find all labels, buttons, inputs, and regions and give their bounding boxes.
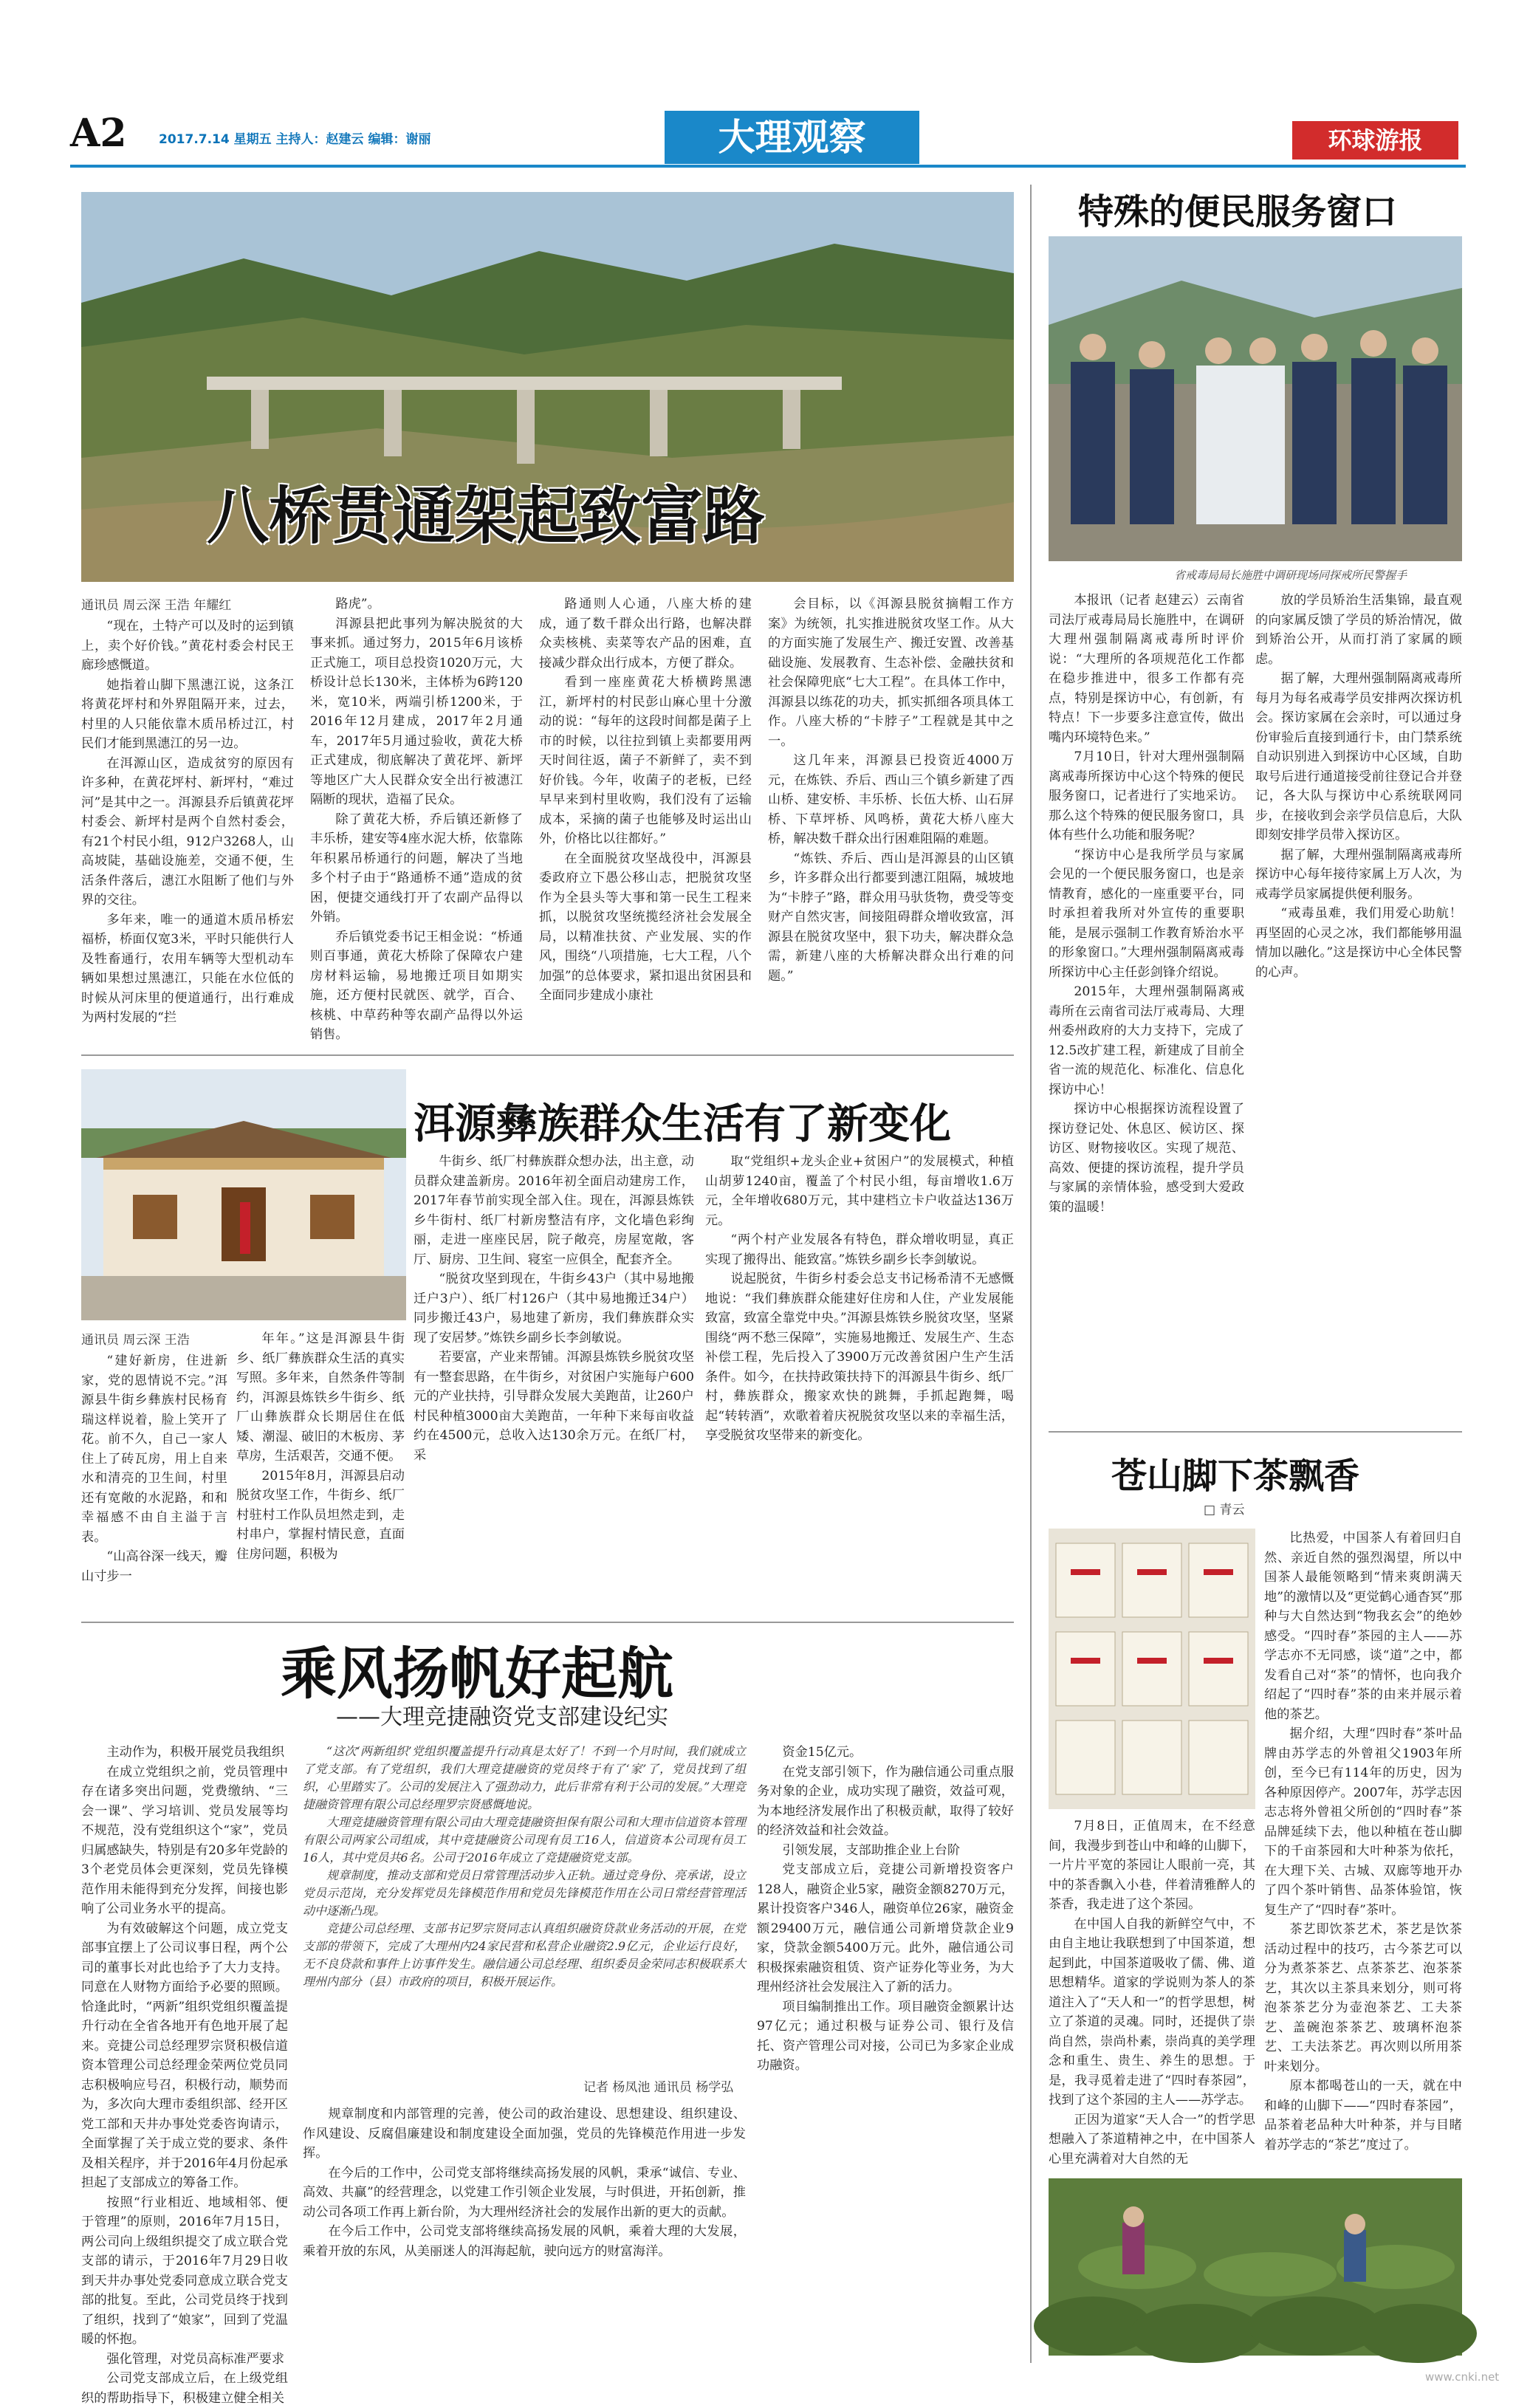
house-photo — [81, 1069, 406, 1320]
dateline: 2017.7.14 星期五 主持人：赵建云 编辑：谢丽 — [159, 132, 431, 147]
article3-col-1: 主动作为，积极开展党员我组织 在成立党组织之前，党员管理中存在诸多突出问题，党费缴纳、“三会一课”、学习培训、党员发展等均不规范，没有党组织这个“家”，党员归属感缺失，特别是有20多年党龄的3个老党员体会更深刻，党员先锋模范作用未能得到充分发挥，间接也影响了公司业务水平的提高。 为有效破解这个问题，成立党支部事宜摆上了公司议事日程，两个公司的董事长对此也给予了大力支持。同意在人财物方面给予必要的照顾。恰逢此时，“两新”组织党组织覆盖提升行动在全省各地开有色地开展了起来。竞捷公司总经理罗宗贤积极信道资本管理公司总经理金荣两位党员同志积极响应号召，积极行动，顺势而为，多次向大理市委组织部、经开区党工部和天井办事处党委咨询请示，全面掌握了关于成立党的要求、条件及相关程序，并于2016年4月份起承担起了支部成立的筹备工作。 按照“行业相近、地域相邻、便于管理”的原则，2016年7月15日，两公司向上级组织提交了成立联合党支部的请示，于2016年7月29日收到天井办事处党委同意成立联合党支部的批复。至此，公司党员终于找到了组织，找到了“娘家”，回到了党温暖的怀抱。 强化管理，对党员高标准严要求 公司党支部成立后，在上级党组织的帮助指导下，积极建立健全相关 — [81, 1745, 288, 2406]
article3-col-3: 资金15亿元。 在党支部引领下，作为融信通公司重点服务对象的企业，成功实现了融资，效益可观，为本地经济发展作出了积极贡献，取得了较好的经济效益和社会效益。 引领发展，支部助推企业上台阶 党支部成立后，竞捷公司新增投资客户128人，融资企业5家，融资金额8270万元，累计投资客户346人，融资单位26家，融资金额29400万元，融信通公司新增贷款企业9家，贷款金额5400万元。此外，融信通公司积极探索融资租赁、资产证券化等业务，为大理州经济社会发展注入了新的活力。 项目编制推出工作。项目融资金额累计达97亿元；通过积极与证券公司、银行及信托、资产管理公司对接，公司已为多家企业成功融资。 — [757, 1745, 1014, 2073]
article2-headline: 洱源彝族群众生活有了新变化 — [414, 1100, 951, 1148]
article2-col-3: 牛街乡、纸厂村彝族群众想办法，出主意，动员群众建盖新房。2016年初全面启动建房工作，2017年春节前实现全部入住。现在，洱源县炼铁乡牛街村、纸厂村新房整洁有序，文化墙色彩绚丽，走进一座座民居，院子敞亮，房屋宽敞，客厅、厨房、卫生间、寝室一应俱全，配套齐全。 “脱贫攻坚到现在，牛街乡43户（其中易地搬迁户3户）、纸厂村126户（其中易地搬迁34户）同步搬迁43户，易地建了新房，我们彝族群众实现了安居梦。”炼铁乡副乡长李剑敏说。 若要富，产业来帮铺。洱源县炼铁乡脱贫攻坚有一整套思路，在牛街乡，对贫困户实施每户600元的产业扶持，引导群众发展大美跑苗，让260户村民种植3000亩大美跑苗，一年种下来每亩收益约在4500元，总收入达130余万元。在纸厂村，采 — [414, 1154, 694, 1463]
article1-byline: 通讯员 周云深 王浩 年耀红 — [81, 598, 232, 613]
article2-col-2: 年年。”这是洱源县牛街乡、纸厂彝族群众生活的真实写照。多年来，自然条件等制约，洱源县炼铁乡牛街乡、纸厂山彝族群众长期居住在低矮、潮湿、破旧的木板房、茅草房，生活艰苦，交通不便。 2015年8月，洱源县启动脱贫攻坚工作，牛街乡、纸厂村驻村工作队员坦然走到，走村串户，掌握村情民意，直面住房问题，积极为 — [236, 1331, 405, 1562]
column-divider — [1030, 185, 1032, 2363]
article5-byline: □ 青云 — [1204, 1503, 1245, 1517]
article4-col-1: 本报讯（记者 赵建云）云南省司法厅戒毒局局长施胜中，在调研大理州强制隔离戒毒所时评价说：“大理所的各项规范化工作都在稳步推进中，很多工作都有亮点，特别是探访中心，有创新，有特点！下一步要多注意宣传，做出嘴内环境特色来。” 7月10日，针对大理州强制隔离戒毒所探访中心这个特殊的便民服务窗口，记者进行了实地采访。那么这个特殊的便民服务窗口，具体有些什么功能和服务呢？ “探访中心是我所学员与家属会见的一个便民服务窗口，也是亲情教育，感化的一座重要平台，同时承担着我所对外宣传的重要职能，是展示强制工作教育矫治水平的形象窗口。”大理州强制隔离戒毒所探访中心主任彭剑锋介绍说。 2015年，大理州强制隔离戒毒所在云南省司法厅戒毒局、大理州委州政府的大力支持下，完成了12.5改扩建工程，新建成了目前全省一流的规范化、标准化、信息化探访中心！ 探访中心根据探访流程设置了探访登记处、休息区、候访区、探访区、财物接收区。实现了规范、高效、便捷的探访流程，提升学员与家属的亲情体验，感受到大爱政策的温暖！ — [1049, 593, 1244, 1215]
article1-col-1: “现在，土特产可以及时的运到镇上，卖个好价钱。”黄花村委会村民王廊珍感慨道。 她指着山脚下黑潓江说，这条江将黄花坪村和外界阻隔开来，过去，村里的人只能依靠木质吊桥过江，村民们才能到黑潓江的另一边。 在洱源山区，造成贫穷的原因有许多种，在黄花坪村、新坪村，“难过河”是其中之一。洱源县乔后镇黄花坪村委会、新坪村是两个自然村委会，有21个村民小组，912户3268人，山高坡陡，基础设施差，交通不便，生活条件落后，潓江水阻断了他们与外界的交往。 多年来，唯一的通道木质吊桥宏福桥，桥面仅宽3米，平时只能供行人及牲畜通行，农用车辆等大型机动车辆如果想过黑潓江，只能在水位低的时候从河床里的便道通行，出行难成为两村发展的“拦 — [81, 619, 294, 1025]
article1-col-2: 路虎”。 洱源县把此事列为解决脱贫的大事来抓。通过努力，2015年6月该桥正式施工，项目总投资1020万元，大桥设计总长130米，主体桥为6跨120米，宽10米，两端引桥1200米，于2016年12月建成，2017年2月通车，2017年5月通过验收，黄花大桥正式建成，彻底解决了黄花坪、新坪等地区广大人民群众安全出行被潓江隔断的现状，造福了民众。 除了黄花大桥，乔后镇还新修了丰乐桥，建安等4座水泥大桥，依靠陈年积累吊桥通行的问题，解决了当地多个村子由于“路通桥不通”造成的贫困，便捷交通线打开了农副产品得以外销。 乔后镇党委书记王相金说：“桥通则百事通，黄花大桥除了保障农户建房材料运输，易地搬迁项目如期实施，还方便村民就医、就学，百合、核桃、中草药种等农副产品得以外运销售。 — [310, 597, 523, 1042]
article2-col-1: “建好新房，住进新家，党的恩情说不完。”洱源县牛街乡彝族村民杨育瑞这样说着，脸上笑开了花。前不久，自己一家人住上了砖瓦房，用上自来水和清亮的卫生间，村里还有宽敞的水泥路，和和幸福感不由自主溢于言表。 “山高谷深一线天，瓣山寸步一 — [81, 1354, 227, 1584]
article4-headline: 特殊的便民服务窗口 — [1078, 191, 1398, 233]
article3-subhead: ——大理竞捷融资党支部建设纪实 — [336, 1704, 668, 1730]
article3-col-2: “这次‘两新组织’党组织覆盖提升行动真是太好了！不到一个月时间，我们就成立了党支部。有了党组织，我们大理竞捷融资的党员终于有了‘家’了，党员找到了组织，心里踏实了。公司的发展注入了强劲动力，此后非常有利于公司的发展。”大理竞捷融资管理有限公司总经理罗宗贤感慨地说。 大理竞捷融资管理有限公司由大理竞捷融资担保有限公司和大理市信道资本管理有限公司两家公司组成，其中竞捷融资公司现有员工16人，信道资本公司现有员工16人，其中党员共6名。公司于2016年成立了竞捷融资党支部。 规章制度，推动支部和党员日常管理活动步入正轨。通过竞身份、亮承诺，设立党员示范岗，充分发挥党员先锋模范作用和党员先锋模范作用在公司日常经营管理活动中逐渐凸现。 竞捷公司总经理、支部书记罗宗贤同志认真组织融资贷款业务活动的开展，在党支部的带领下，完成了大理州内24家民营和私营企业融资2.9亿元，企业运行良好，无不良贷款和事件上访事件发生。融信通公司总经理、组织委员金荣同志积极联系大理州内部分（县）市政府的项目，积极开展运作。 — [303, 1744, 746, 1989]
article2-col-4: 取“党组织+龙头企业+贫困户”的发展模式，种植山胡萝1240亩，覆盖了个村民小组，每亩增收1.6万元，全年增收680万元，其中建档立卡户收益达136万元。 “两个村产业发展各有特色，群众增收明显，真正实现了搬得出、能致富。”炼铁乡副乡长李剑敏说。 说起脱贫，牛街乡村委会总支书记杨希清不无感慨地说：“我们彝族群众能建好住房和人住，产业发展能致富，致富全靠党中央。”洱源县炼铁乡脱贫攻坚，坚紧围绕“两不愁三保障”，实施易地搬迁、发展生产、生态补偿工程，先后投入了3900万元改善贫困户生产生活条件。如今，在扶持政策扶持下的洱源县牛街乡、纸厂村，彝族群众，搬家欢快的跳舞，手抓起跑舞，喝起“转转酒”，欢歌着着庆祝脱贫攻坚以来的幸福生活，享受脱贫攻坚带来的新变化。 — [705, 1154, 1014, 1443]
watermark: www.cnki.net — [1425, 2370, 1500, 2384]
page-number: A2 — [70, 111, 127, 156]
police-photo — [1049, 236, 1462, 561]
article1-col-4: 会目标，以《洱源县脱贫摘帽工作方案》为统领，扎实推进脱贫攻坚工作。从大的方面实施了发展生产、搬迁安置、改善基础设施、发展教育、生态补偿、金融扶贫和社会保障兜底“七大工程”。在具体工作中，洱源县以练花的功夫，抓实抓细各项具体工作。八座大桥的“卡脖子”工程就是其中之一。 这几年来，洱源县已投资近4000万元，在炼铁、乔后、西山三个镇乡新建了西山桥、建安桥、丰乐桥、长伍大桥、山石屏桥、下草坪桥、风鸣桥，黄花大桥八座大桥，解决数千群众出行困难阻隔的难题。 “炼铁、乔后、西山是洱源县的山区镇乡，许多群众出行都要到潓江阻隔，城坡地为“卡脖子”路，群众用马驮货物，费受等变财产自然灾害，间接阻碍群众增收致富，洱源县在脱贫攻坚中，狠下功夫，解决群众急需，新建八座的大桥解决群众出行难的问题。” — [768, 597, 1014, 984]
tea-garden-photo — [1049, 2178, 1462, 2356]
article4-col-2: 放的学员矫治生活集锦，最直观的向家属反馈了学员的矫治情况，做到矫治公开，从而打消了家属的顾虑。 据了解，大理州强制隔离戒毒所每月为每名戒毒学员安排两次探访机会。探访家属在会亲时，可以通过身份审验后直接到通行卡，由门禁系统自动识别进入到探访中心区域，自助取号后进行通道接受前往登记合并登记，各大队与探访中心系统联网同步，在接收到会亲学员信息后，大队即刻安排学员带入探访区。 据了解，大理州强制隔离戒毒所探访中心每年接待家属上万人次，为戒毒学员家属提供便利服务。 “戒毒虽难，我们用爱心助航！再坚固的心灵之冰，我们都能够用温情加以融化。”这是探访中心全体民警的心声。 — [1255, 593, 1462, 980]
divider — [81, 1054, 1014, 1056]
article5-headline: 苍山脚下茶飘香 — [1111, 1455, 1360, 1497]
paper-name: 环球游报 — [1292, 121, 1458, 159]
article3-byline: 记者 杨凤池 通讯员 杨学弘 — [583, 2080, 734, 2095]
tea-package-photo — [1049, 1529, 1255, 1809]
article1-headline: 八桥贯通架起致富路 — [207, 480, 766, 552]
article3-col-4: 规章制度和内部管理的完善，使公司的政治建设、思想建设、组织建设、作风建设、反腐倡廉建设和制度建设全面加强，党员的先锋模范作用进一步发挥。 在今后的工作中，公司党支部将继续高扬发展的风帆，秉承“诚信、专业、高效、共赢”的经营理念，以党建工作引领企业发展，与时俱进，开拓创新，推动公司各项工作再上新台阶，为大理州经济社会的发展作出新的更大的贡献。 在今后工作中，公司党支部将继续高扬发展的风帆，乘着大理的大发展，乘着开放的东风，从美丽迷人的洱海起航，驶向远方的财富海洋。 — [303, 2107, 746, 2259]
section-title: 大理观察 — [665, 111, 919, 164]
article5-col-2: 比热爱，中国茶人有着回归自然、亲近自然的强烈渴望，所以中国茶人最能领略到“情来爽朗满天地”的激情以及“更觉鹤心通杳冥”那种与大自然达到“物我玄会”的绝妙感受。“四时春”茶园的主人——苏学志亦不无同感，谈“道”之中，都发看自己对“茶”的情怀，也向我介绍起了“四时春”茶的由来并展示着他的茶艺。 据介绍，大理“四时春”茶叶品牌由苏学志的外曾祖父1903年所创，至今已有114年的历史，因为各种原因停产。2007年，苏学志因志志将外曾祖父所创的“四时春”茶品牌延续下去，他以种植在苍山脚下的千亩茶园和大叶种茶为依托，在大理下关、古城、双廊等地开办了四个茶叶销售、品茶体验馆，恢复生产了“四时春”茶叶。 茶艺即饮茶艺术，茶艺是饮茶活动过程中的技巧，古今茶艺可以分为煮茶茶艺、点茶茶艺、泡茶茶艺，其次以主茶具来划分，则可将泡茶茶艺分为壶泡茶艺、工夫茶艺、盖碗泡茶茶艺、玻璃杯泡茶艺、工夫法茶艺。再次则以所用茶叶来划分。 原本都喝苍山的一天，就在中和峰的山脚下——“四时春茶园”，品茶着老品种大叶种茶，并与目睹着苏学志的“茶艺”度过了。 — [1264, 1531, 1462, 2153]
masthead-rule — [70, 165, 1466, 168]
divider — [81, 1622, 1014, 1623]
article3-headline: 乘风扬帆好起航 — [281, 1641, 673, 1706]
article1-col-3: 路通则人心通，八座大桥的建成，通了数千群众出行路，也解决群众卖核桃、卖菜等农产品的困难，直接减少群众出行成本，方便了群众。 看到一座座黄花大桥横跨黑潓江，新坪村的村民彭山麻心里十分激动的说：“每年的这段时间都是菌子上市的时候，以往拉到镇上卖都要用两天时间往返，菌子不新鲜了，卖不到好价钱。今年，收菌子的老板，已经早早来到村里收购，我们没有了运输成本，采摘的菌子也能够及时运出山外，价格比以往都好。” 在全面脱贫攻坚战役中，洱源县委政府立下愚公移山志，把脱贫攻坚作为全县头等大事和第一民生工程来抓，以脱贫攻坚统揽经济社会发展全局，以精准扶贫、产业发展、实的作风，围绕“八项措施，七大工程，八个加强”的总体要求，紧扣退出贫困县和全面同步建成小康社 — [539, 597, 752, 1003]
divider — [1049, 1431, 1462, 1433]
article5-col-1: 7月8日，正值周末，在不经意间，我漫步到苍山中和峰的山脚下，一片片平宽的茶园让人眼前一亮，其中的茶香飘入小巷，伴着清雅醉人的茶香，我走进了这个茶园。 在中国人自我的新鲜空气中，不由自主地让我联想到了中国茶道，想起到此，中国茶道吸收了儒、佛、道思想精华。道家的学说则为茶人的茶道注入了“天人和一”的哲学思想，树立了茶道的灵魂。同时，还提供了崇尚自然，崇尚朴素，崇尚真的美学理念和重生、贵生、养生的思想。于是，我寻觅着走进了“四时春茶园”，找到了这个茶园的主人——苏学志。 正因为道家“天人合一”的哲学思想融入了茶道精神之中，在中国茶人心里充满着对大自然的无 — [1049, 1819, 1255, 2167]
article2-byline: 通讯员 周云深 王浩 — [81, 1333, 190, 1348]
masthead — [70, 111, 1466, 162]
photo-caption: 省戒毒局局长施胜中调研现场同探戒所民警握手 — [1174, 569, 1407, 582]
